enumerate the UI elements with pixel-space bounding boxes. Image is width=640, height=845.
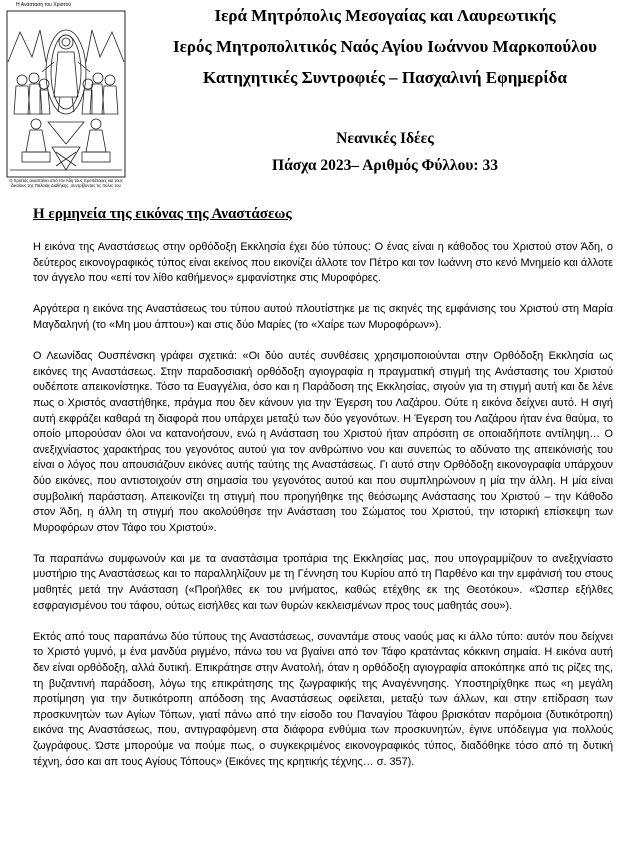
paragraph-1: Η εικόνα της Αναστάσεως στην ορθόδοξη Εκκλησία έχει δύο τύπους: Ο ένας είναι η κάθοδος του Χριστού στον Άδη, ο δεύτερος εικονογραφικός τύπος είναι εκείνος που εικονίζει άλλοτε τον Πέτρο και τον Ιωάννη στο κενό Μνημείο και άλλοτε τον άγγελο που «επί τον λίθο καθήμενος» εμφανίστηκε στις Μυροφόρες. xyxy=(33,241,613,285)
church-name: Ιερός Μητροπολιτικός Ναός Αγίου Ιωάννου Μαρκοπούλου xyxy=(173,37,597,56)
paragraph-2: Αργότερα η εικόνα της Αναστάσεως του τύπου αυτού πλουτίστηκε με τις σκηνές της εμφάνισης του Χριστού στη Μαρία Μαγδαληνή (το «Μη μου άπτου») και στις δύο Μαρίες (το «Χαίρε των Μυροφόρων»). xyxy=(33,303,613,331)
newspaper-subtitle: Κατηχητικές Συντροφιές – Πασχαλινή Εφημερίδα xyxy=(202,68,567,87)
article-title: Η ερμηνεία της εικόνας της Αναστάσεως xyxy=(33,206,292,222)
paragraph-5: Εκτός από τους παραπάνω δύο τύπους της Αναστάσεως, συναντάμε στους ναούς μας κι άλλο τύπο: αυτόν που δείχνει το Χριστό γυμνό, μ ένα μανδύα ριγμένο, πάνω του να βγαίνει από τον Τάφο κρατάντας κόκκινη σημαία. Η εικόνα αυτή δεν είναι ορθόδοξη, αλλά δυτική. Επικράτησε στην Ανατολή, όταν η ορθόδοξη αγιογραφία αποκόπηκε από τις ρίζες της, τη βυζαντινή παράδοση, λόγω της επικράτησης της ζωγραφικής της Αναγέννησης. Υποστηρίχθηκε πως «η μεγάλη προτίμηση για την δυτικότροπη απόδοση της Αναστάσεως οφείλεται, μεταξύ των άλλων, και στην επίδραση των προσκυνητών των Αγίων Τόπων, γιατί πάνω από την είσοδο του Παναγίου Τάφου βρισκόταν παρόμοια (δυτικότροπη) εικόνα της Αναστάσεως, που, αντιγραφόμενη στα διάφορα ενθύμια των προσκυνητών, έγινε υπόδειγμα για πολλούς ζωγράφους. Ώστε μπορούμε να πούμε πως, ο συγκεκριμένος εικονογραφικός τύπος, διαδόθηκε τόσο από τη δυτική τέχνη, όσο και απ τους Αγίους Τόπους» (Εικόνες της κρητικής τέχνης… σ. 357). xyxy=(33,630,613,768)
metropolis-name: Ιερά Μητρόπολις Μεσογαίας και Λαυρεωτικής xyxy=(214,6,556,25)
issue-info: Πάσχα 2023– Αριθμός Φύλλου: 33 xyxy=(272,157,498,174)
paragraph-3: Ο Λεωνίδας Ουσπένσκη γράφει σχετικά: «Οι δύο αυτές συνθέσεις χρησιμοποιούνται στην Ορθόδοξη Εκκλησία ως εικόνες της Αναστάσεως. Στην παραδοσιακή ορθόδοξη αγιογραφία η πραγματική στιγμή της Ανάστασης του Χριστού ουδέποτε απεικονίστηκε. Τόσο τα Ευαγγέλια, όσο και η Παράδοση της Εκκλησίας, σιγούν για τη στιγμή αυτή και δε λένε πως ο Χριστός αναστήθηκε, πράγμα που δεν κάνουν για την Έγερση του Λαζάρου. Ούτε η εικόνα δείχνει αυτό. Η σιγή αυτή εκφράζει καθαρά τη διαφορά που υπάρχει μεταξύ των δύο γεγονότων. Η Έγερση του Λαζάρου ήταν ένα θαύμα, το οποίο μπορούσαν όλοι να κατανοήσουν, ενώ η Ανάσταση του Χριστού ήταν απρόσιτη σε οποιαδήποτε αντίληψη… Ο ανεξιχνίαστος χαρακτήρας του γεγονότος αυτού για τον ανθρώπινο νου και συνεπώς το αδύνατο της απεικόνισής του είναι ο λόγος που απουσιάζουν εικόνες αυτής ταύτης της Αναστάσεως. Γι αυτό στην Ορθόδοξη εικονογραφία υπάρχουν δύο εικόνες, που αντιστοιχούν στη σημασία του γεγονότος αυτού και που συμπληρώνουν η μία την άλλη. Η μία είναι συμβολική παράσταση. Απεικονίζει τη στιγμή που προηγήθηκε της θεόσωμης Ανάστασης του Χριστού – την Κάθοδο στον Άδη, η άλλη τη στιγμή που ακολούθησε την Ανάσταση του Σώματος του Χριστού, την ιστορική επίσκεψη των Μυροφόρων στον Τάφο του Χριστού». xyxy=(33,350,613,534)
icon-caption-bottom: Ο Χριστός ανασταίνει από τον Άδη τους προπάτορες και τους δικαίους της Παλαιάς Διαθήκης, συντρίβοντας τις πύλες του xyxy=(9,178,123,188)
icon-caption-top: Η Ανάσταση του Χριστού xyxy=(16,2,72,8)
newspaper-title: Νεανικές Ιδέες xyxy=(336,130,434,147)
paragraph-4: Τα παραπάνω συμφωνούν και με τα αναστάσιμα τροπάρια της Εκκλησίας μας, που υπογραμμίζουν το ανεξιχνίαστο μυστήριο της Αναστάσεως και το παραλληλίζουν με τη Γέννηση του Κυρίου από τη Παρθένο και την εμφάνισή του στους μαθητές μετά την Ανάσταση («Προήλθες εκ του μνήματος, καθώς ετέχθης εκ της Θεοτόκου». «Ώσπερ εξήλθες εσφραγισμένου του τάφου, ούτως εισήλθες και των θυρών κεκλεισμένων προς τους μαθητάς σου»). xyxy=(33,552,613,612)
resurrection-icon xyxy=(6,2,126,192)
article-body xyxy=(33,240,613,786)
